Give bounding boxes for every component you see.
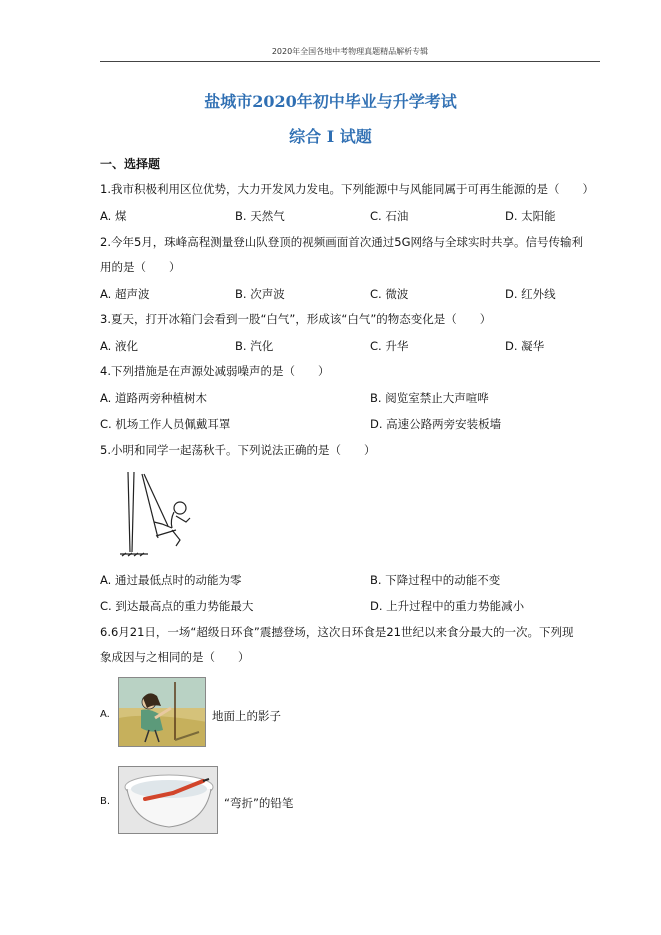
q6-option-a-label: A. xyxy=(100,709,110,720)
q4-option-d: D. 高速公路两旁安装板墙 xyxy=(370,417,502,431)
question-4-text: 4.下列措施是在声源处减弱噪声的是（ ） xyxy=(100,364,330,378)
question-6-text-cont: 象成因与之相同的是（ ） xyxy=(100,650,250,664)
q4-option-c: C. 机场工作人员佩戴耳罩 xyxy=(100,417,231,431)
shadow-photo xyxy=(118,677,206,747)
exam-title: 盐城市2020年初中毕业与升学考试 xyxy=(204,92,457,111)
question-2-text-cont: 用的是（ ） xyxy=(100,260,181,274)
q6-option-b-caption: “弯折”的铅笔 xyxy=(224,796,294,810)
q1-option-a: A. 煤 xyxy=(100,209,127,223)
bent-pencil-photo xyxy=(118,766,218,834)
section-heading: 一、选择题 xyxy=(100,157,161,171)
q1-option-c: C. 石油 xyxy=(370,209,409,223)
q4-option-a: A. 道路两旁种植树木 xyxy=(100,391,207,405)
q2-option-c: C. 微波 xyxy=(370,287,409,301)
q2-option-a: A. 超声波 xyxy=(100,287,150,301)
q3-option-a: A. 液化 xyxy=(100,339,138,353)
q4-option-b: B. 阅览室禁止大声喧哗 xyxy=(370,391,489,405)
exam-subtitle: 综合 Ⅰ 试题 xyxy=(289,127,372,146)
swing-figure xyxy=(118,468,210,560)
q3-option-d: D. 凝华 xyxy=(505,339,545,353)
question-6-text: 6.6月21日，一场“超级日环食”震撼登场，这次日环食是21世纪以来食分最大的一次。下列现 xyxy=(100,625,574,639)
q2-option-b: B. 次声波 xyxy=(235,287,285,301)
q6-option-a-caption: 地面上的影子 xyxy=(212,709,281,723)
q1-option-d: D. 太阳能 xyxy=(505,209,556,223)
question-1-text: 1.我市积极利用区位优势，大力开发风力发电。下列能源中与风能同属于可再生能源的是（ ） xyxy=(100,182,594,196)
question-2-text: 2.今年5月，珠峰高程测量登山队登顶的视频画面首次通过5G网络与全球实时共享。信号传输利 xyxy=(100,235,584,249)
q2-option-d: D. 红外线 xyxy=(505,287,556,301)
q1-option-b: B. 天然气 xyxy=(235,209,285,223)
question-5-text: 5.小明和同学一起荡秋千。下列说法正确的是（ ） xyxy=(100,443,376,457)
question-3-text: 3.夏天，打开冰箱门会看到一股“白气”，形成该“白气”的物态变化是（ ） xyxy=(100,312,492,326)
q3-option-c: C. 升华 xyxy=(370,339,409,353)
header-rule xyxy=(100,61,600,62)
q5-option-b: B. 下降过程中的动能不变 xyxy=(370,573,501,587)
q5-option-d: D. 上升过程中的重力势能减小 xyxy=(370,599,525,613)
q5-option-a: A. 通过最低点时的动能为零 xyxy=(100,573,242,587)
q3-option-b: B. 汽化 xyxy=(235,339,274,353)
q6-option-b-label: B. xyxy=(100,796,111,807)
q5-option-c: C. 到达最高点的重力势能最大 xyxy=(100,599,254,613)
page-header: 2020年全国各地中考物理真题精品解析专辑 xyxy=(271,47,429,56)
